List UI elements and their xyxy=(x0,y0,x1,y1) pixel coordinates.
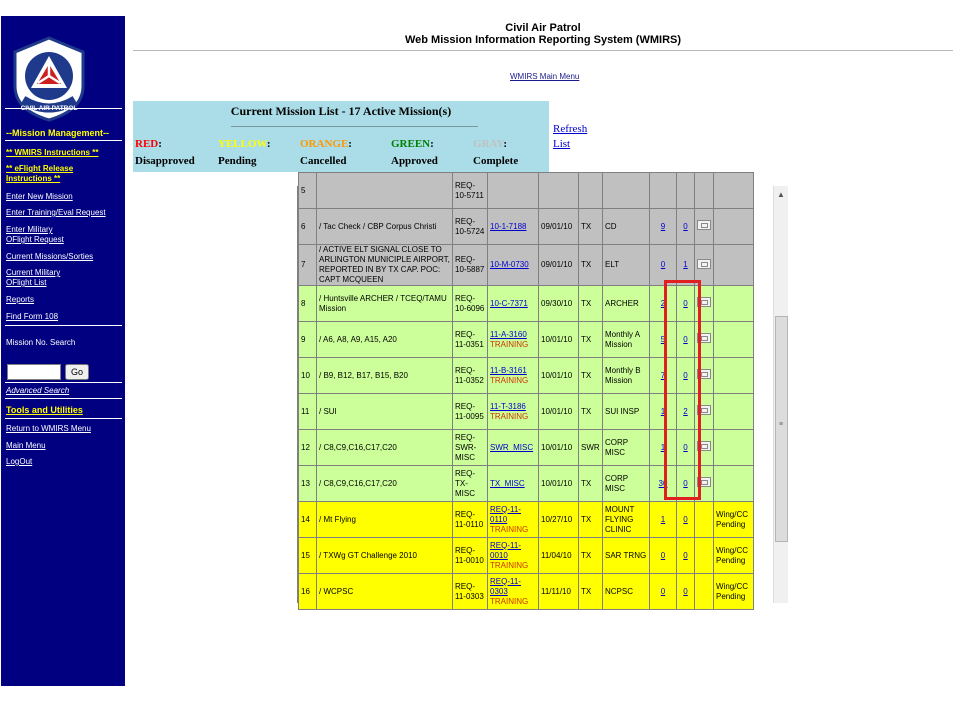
approval-status xyxy=(714,358,754,394)
mission-description-text: / TXWg GT Challenge 2010 xyxy=(319,550,417,560)
mission-type-text: CORP MISC xyxy=(605,473,628,493)
document-icon-cell xyxy=(695,173,714,209)
mission-description xyxy=(317,502,453,538)
request-number xyxy=(453,538,488,574)
request-number xyxy=(453,574,488,610)
approval-status xyxy=(714,286,754,322)
mission-date xyxy=(539,286,579,322)
approval-status xyxy=(714,430,754,466)
request-number xyxy=(453,286,488,322)
mission-description xyxy=(317,286,453,322)
row-number-text: 7 xyxy=(301,260,306,269)
mission-id-cell xyxy=(488,538,539,574)
find-form-108-link[interactable]: Find Form 108 xyxy=(6,312,59,321)
mission-description xyxy=(317,394,453,430)
mission-type-text: SAR TRNG xyxy=(605,550,647,560)
mission-description xyxy=(317,209,453,245)
mission-state xyxy=(579,502,603,538)
mission-state-text: TX xyxy=(581,298,592,308)
sidebar-divider xyxy=(5,382,122,383)
row-number xyxy=(299,502,317,538)
row-number xyxy=(299,430,317,466)
secondary-count-link[interactable]: 1 xyxy=(683,260,688,269)
mission-status-legend xyxy=(133,101,549,172)
mission-id-link[interactable]: REQ-11-0110 xyxy=(490,504,521,524)
document-icon-cell xyxy=(695,209,714,245)
row-number-text: 16 xyxy=(301,586,310,596)
advanced-search-link[interactable]: Advanced Search xyxy=(6,386,70,395)
secondary-count-link[interactable]: 0 xyxy=(683,298,688,308)
secondary-count-link[interactable]: 0 xyxy=(683,514,688,524)
secondary-count-link[interactable]: 0 xyxy=(683,370,688,380)
refresh-list-link[interactable]: Refresh List xyxy=(553,123,588,150)
secondary-count-cell xyxy=(677,502,695,538)
enter-training-eval-request-link[interactable]: Enter Training/Eval Request xyxy=(6,208,106,217)
approval-status xyxy=(714,173,754,209)
mission-date-text: 10/01/10 xyxy=(541,478,573,488)
mission-type-text: Monthly B Mission xyxy=(605,365,641,385)
mission-state xyxy=(579,209,603,245)
row-number xyxy=(299,394,317,430)
mission-id-link[interactable]: 10-C-7371 xyxy=(490,298,528,308)
current-military-oflight-list-link[interactable]: Current Military OFlight List xyxy=(6,268,61,287)
mission-description xyxy=(317,358,453,394)
mission-id-cell xyxy=(488,245,539,286)
sidebar-divider xyxy=(5,418,122,419)
row-number-text: 10 xyxy=(301,370,310,380)
mission-date xyxy=(539,322,579,358)
mission-state-text: TX xyxy=(581,586,592,596)
mission-id-cell xyxy=(488,173,539,209)
mission-state-text: TX xyxy=(581,221,592,231)
training-label: TRAINING xyxy=(490,596,529,606)
mission-type-text: Monthly A Mission xyxy=(605,329,640,349)
row-number-text: 11 xyxy=(301,406,310,416)
mission-type xyxy=(603,286,650,322)
request-number-text: REQ-11-0095 xyxy=(455,401,484,421)
request-number xyxy=(453,245,488,286)
request-number-text: REQ-TX-MISC xyxy=(455,468,475,498)
mission-id-cell xyxy=(488,574,539,610)
row-number-text: 15 xyxy=(301,550,310,560)
sortie-count-highlight xyxy=(664,280,701,500)
mission-description-text: / WCPSC xyxy=(319,586,354,596)
mission-date xyxy=(539,394,579,430)
mission-id-link[interactable]: REQ-11-0010 xyxy=(490,540,521,560)
mission-state xyxy=(579,538,603,574)
training-label: TRAINING xyxy=(490,375,529,385)
mission-type-text: CD xyxy=(605,221,617,231)
mission-id-cell xyxy=(488,430,539,466)
enter-new-mission-link[interactable]: Enter New Mission xyxy=(6,192,73,201)
document-icon-cell xyxy=(695,502,714,538)
request-number-text: REQ-SWR-MISC xyxy=(455,432,477,462)
sortie-count-cell xyxy=(650,209,677,245)
mission-type xyxy=(603,209,650,245)
mission-date-text: 10/27/10 xyxy=(541,514,573,524)
approval-status xyxy=(714,394,754,430)
document-icon-cell xyxy=(695,574,714,610)
mission-row xyxy=(299,502,754,538)
legend-gray-meaning: Complete xyxy=(473,155,519,167)
row-number-text: 13 xyxy=(301,478,310,488)
mission-description xyxy=(317,538,453,574)
mission-type xyxy=(603,358,650,394)
legend-orange-label: ORANGE xyxy=(300,138,349,150)
request-number-text: REQ-10-6096 xyxy=(455,293,485,313)
scroll-up-arrow-icon[interactable]: ▲ xyxy=(777,190,785,199)
mission-type xyxy=(603,466,650,502)
request-number-text: REQ-11-0303 xyxy=(455,581,484,601)
mission-state xyxy=(579,286,603,322)
document-icon-cell xyxy=(695,538,714,574)
request-number-text: REQ-10-5711 xyxy=(455,180,484,200)
sortie-count-link[interactable]: 30 xyxy=(658,478,668,488)
mission-date xyxy=(539,538,579,574)
mission-date xyxy=(539,466,579,502)
mission-type-text: ELT xyxy=(605,260,620,269)
table-scrollbar[interactable] xyxy=(773,186,788,603)
legend-red: RED: xyxy=(135,138,162,150)
sortie-count-link[interactable]: 1 xyxy=(660,514,666,524)
mission-id-cell xyxy=(488,358,539,394)
mission-id-link[interactable]: 10-1-7188 xyxy=(490,221,527,231)
mission-date-text: 11/04/10 xyxy=(541,550,572,560)
mission-type xyxy=(603,538,650,574)
wmirs-instructions-link[interactable]: ** WMIRS Instructions ** xyxy=(6,148,99,157)
mission-type xyxy=(603,245,650,286)
legend-orange-meaning: Cancelled xyxy=(300,155,347,167)
mission-state-text: SWR xyxy=(581,442,600,452)
sortie-count-link[interactable]: 7 xyxy=(660,370,666,380)
mission-state-text: TX xyxy=(581,514,592,524)
mission-description xyxy=(317,466,453,502)
request-number-text: REQ-11-0351 xyxy=(455,329,484,349)
legend-gray: GRAY: xyxy=(473,138,508,150)
sortie-count-link[interactable]: 1 xyxy=(660,406,666,416)
mission-type xyxy=(603,574,650,610)
mission-description-text: / C8,C9,C16,C17,C20 xyxy=(319,442,397,452)
mission-description xyxy=(317,173,453,209)
scrollbar-thumb[interactable] xyxy=(775,316,788,542)
mission-state xyxy=(579,358,603,394)
sortie-count-link[interactable]: 0 xyxy=(660,260,666,269)
legend-red-meaning: Disapproved xyxy=(135,155,195,167)
mission-row xyxy=(299,209,754,245)
secondary-count-link[interactable]: 0 xyxy=(683,221,688,231)
mission-type-text: SUI INSP xyxy=(605,406,640,416)
sortie-count-link[interactable]: 9 xyxy=(660,221,666,231)
mission-id-cell xyxy=(488,209,539,245)
row-number xyxy=(299,358,317,394)
mission-type xyxy=(603,322,650,358)
mission-type xyxy=(603,430,650,466)
sortie-count-cell xyxy=(650,173,677,209)
mission-row xyxy=(299,574,754,610)
mission-type-text: ARCHER xyxy=(605,298,639,308)
mission-id-link[interactable]: TX_MISC xyxy=(490,478,525,488)
request-number xyxy=(453,358,488,394)
row-number xyxy=(299,466,317,502)
mission-id-link[interactable]: 11-A-3160 xyxy=(490,329,527,339)
mission-date xyxy=(539,173,579,209)
legend-green-meaning: Approved xyxy=(391,155,438,167)
mission-description xyxy=(317,574,453,610)
mission-type xyxy=(603,502,650,538)
logout-link[interactable]: LogOut xyxy=(6,457,33,466)
request-number xyxy=(453,209,488,245)
sortie-count-link[interactable]: 5 xyxy=(660,334,666,344)
mission-date xyxy=(539,245,579,286)
mission-state xyxy=(579,430,603,466)
approval-status xyxy=(714,502,754,538)
mission-description xyxy=(317,245,453,286)
secondary-count-cell xyxy=(677,173,695,209)
eflight-release-instructions-link[interactable]: ** eFlight Release Instructions ** xyxy=(6,164,74,183)
mission-date xyxy=(539,502,579,538)
sortie-count-link[interactable]: 1 xyxy=(660,442,666,452)
mission-id-cell xyxy=(488,394,539,430)
scroll-grip-icon: ≡ xyxy=(779,421,784,428)
request-number-text: REQ-10-5724 xyxy=(455,216,485,236)
row-number xyxy=(299,173,317,209)
secondary-count-cell xyxy=(677,538,695,574)
training-label: TRAINING xyxy=(490,411,529,421)
request-number-text: REQ-11-0010 xyxy=(455,545,484,565)
request-number xyxy=(453,466,488,502)
header-divider xyxy=(133,50,953,51)
request-number xyxy=(453,322,488,358)
mission-id-link[interactable]: 11-B-3161 xyxy=(490,365,527,375)
secondary-count-cell xyxy=(677,574,695,610)
approval-status-text: Wing/CC Pending xyxy=(716,581,749,601)
mission-type xyxy=(603,394,650,430)
mission-date-text: 09/01/10 xyxy=(541,221,573,231)
mission-description-text: / ACTIVE ELT SIGNAL CLOSE TO ARLINGTON MUNICIPLE AIRPORT, REPORTED IN BY TX CAP. POC: CAPT MCQUEEN xyxy=(319,245,450,284)
mission-date xyxy=(539,209,579,245)
mission-row xyxy=(299,173,754,209)
mission-id-cell xyxy=(488,286,539,322)
approval-status-text: Wing/CC Pending xyxy=(716,509,749,529)
row-number xyxy=(299,209,317,245)
mission-state xyxy=(579,394,603,430)
mission-date-text: 09/01/10 xyxy=(541,260,573,269)
mission-row xyxy=(299,538,754,574)
mission-number-search-input[interactable] xyxy=(7,364,61,380)
mission-description-text: / A6, A8, A9, A15, A20 xyxy=(319,334,397,344)
mission-state xyxy=(579,574,603,610)
approval-status xyxy=(714,245,754,286)
row-number-text: 14 xyxy=(301,514,310,524)
legend-red-label: RED xyxy=(135,138,159,150)
sidebar-divider xyxy=(5,108,122,109)
row-number xyxy=(299,245,317,286)
tools-and-utilities-link[interactable]: Tools and Utilities xyxy=(6,405,83,415)
secondary-count-link[interactable]: 0 xyxy=(683,478,688,488)
mission-description-text: / SUI xyxy=(319,406,337,416)
mission-description-text: / Mt Flying xyxy=(319,514,356,524)
mission-id-link[interactable]: REQ-11-0303 xyxy=(490,576,521,596)
legend-yellow-meaning: Pending xyxy=(218,155,257,167)
page-header xyxy=(400,22,686,46)
sortie-count-link[interactable]: 2 xyxy=(660,298,666,308)
enter-military-oflight-request-link[interactable]: Enter Military OFlight Request xyxy=(6,225,64,244)
training-label: TRAINING xyxy=(490,524,529,534)
legend-orange: ORANGE: xyxy=(300,138,352,150)
sidebar-divider xyxy=(5,398,122,399)
wmirs-main-menu-link[interactable]: WMIRS Main Menu xyxy=(510,72,580,81)
row-number-text: 8 xyxy=(301,298,306,308)
sortie-count-cell xyxy=(650,574,677,610)
mission-description-text: / Huntsville ARCHER / TCEQ/TAMU Mission xyxy=(319,293,447,313)
civil-air-patrol-logo[interactable] xyxy=(11,36,87,122)
mission-date-text: 09/30/10 xyxy=(541,298,573,308)
mission-date xyxy=(539,574,579,610)
training-label: TRAINING xyxy=(490,560,529,570)
secondary-count-cell xyxy=(677,209,695,245)
mission-type-text: CORP MISC xyxy=(605,437,628,457)
row-number-text: 5 xyxy=(301,185,306,195)
mission-type-text: NCPSC xyxy=(605,586,634,596)
mission-id-link[interactable]: SWR_MISC xyxy=(490,442,534,452)
row-number xyxy=(299,322,317,358)
approval-status xyxy=(714,466,754,502)
mission-state-text: TX xyxy=(581,334,592,344)
sortie-count-link[interactable]: 0 xyxy=(660,550,666,560)
mission-state-text: TX xyxy=(581,550,592,560)
request-number-text: REQ-11-0352 xyxy=(455,365,484,385)
sortie-count-link[interactable]: 0 xyxy=(660,586,666,596)
mission-state xyxy=(579,245,603,286)
row-number-text: 12 xyxy=(301,442,310,452)
request-number-text: REQ-10-5887 xyxy=(455,255,485,274)
sidebar-divider xyxy=(5,140,122,141)
sortie-count-cell xyxy=(650,502,677,538)
sidebar-divider xyxy=(5,325,122,326)
legend-divider xyxy=(231,126,478,127)
row-number-text: 6 xyxy=(301,221,306,231)
legend-yellow-label: YELLOW xyxy=(218,138,267,150)
sortie-count-cell xyxy=(650,538,677,574)
secondary-count-link[interactable]: 0 xyxy=(683,586,688,596)
mission-description-text: / C8,C9,C16,C17,C20 xyxy=(319,478,397,488)
mission-type xyxy=(603,173,650,209)
training-label: TRAINING xyxy=(490,339,529,349)
request-number xyxy=(453,394,488,430)
mission-description xyxy=(317,322,453,358)
mission-description-text: / B9, B12, B17, B15, B20 xyxy=(319,370,408,380)
mission-type-text: MOUNT FLYING CLINIC xyxy=(605,504,635,534)
secondary-count-link[interactable]: 2 xyxy=(683,406,688,416)
mission-date-text: 10/01/10 xyxy=(541,334,573,344)
legend-green-label: GREEN xyxy=(391,138,431,150)
request-number xyxy=(453,173,488,209)
document-icon[interactable] xyxy=(697,259,711,269)
request-number xyxy=(453,502,488,538)
mission-id-link[interactable]: 10-M-0730 xyxy=(490,260,529,269)
mission-date xyxy=(539,430,579,466)
secondary-count-link[interactable]: 0 xyxy=(683,550,688,560)
request-number-text: REQ-11-0110 xyxy=(455,509,484,529)
sidebar xyxy=(1,16,125,686)
secondary-count-link[interactable]: 0 xyxy=(683,334,688,344)
approval-status xyxy=(714,538,754,574)
request-number xyxy=(453,430,488,466)
row-number xyxy=(299,574,317,610)
document-icon[interactable] xyxy=(697,220,711,230)
mission-description xyxy=(317,430,453,466)
mission-state-text: TX xyxy=(581,478,592,488)
go-button[interactable]: Go xyxy=(65,364,89,380)
row-number xyxy=(299,286,317,322)
mission-id-link[interactable]: 11-T-3186 xyxy=(490,401,526,411)
mission-search-label: Mission No. Search xyxy=(6,338,76,347)
mission-id-cell xyxy=(488,466,539,502)
secondary-count-link[interactable]: 0 xyxy=(683,442,688,452)
legend-gray-label: GRAY xyxy=(473,138,504,150)
mission-date xyxy=(539,358,579,394)
mission-state xyxy=(579,466,603,502)
mission-state-text: TX xyxy=(581,406,592,416)
header-title-line2: Web Mission Information Reporting System (WMIRS) xyxy=(404,34,682,46)
approval-status xyxy=(714,574,754,610)
row-number xyxy=(299,538,317,574)
approval-status xyxy=(714,209,754,245)
mission-state-text: TX xyxy=(581,370,592,380)
mission-management-heading: --Mission Management-- xyxy=(6,128,110,138)
mission-state xyxy=(579,322,603,358)
reports-link[interactable]: Reports xyxy=(6,295,35,304)
mission-id-cell xyxy=(488,502,539,538)
approval-status xyxy=(714,322,754,358)
row-number-text: 9 xyxy=(301,334,306,344)
main-menu-link[interactable]: Main Menu xyxy=(6,441,46,450)
current-missions-sorties-link[interactable]: Current Missions/Sorties xyxy=(6,252,94,261)
mission-id-cell xyxy=(488,322,539,358)
mission-date-text: 11/11/10 xyxy=(541,586,571,596)
return-to-wmirs-menu-link[interactable]: Return to WMIRS Menu xyxy=(6,424,91,433)
approval-status-text: Wing/CC Pending xyxy=(716,545,749,565)
mission-date-text: 10/01/10 xyxy=(541,370,573,380)
mission-state-text: TX xyxy=(581,260,592,269)
header-title-line1: Civil Air Patrol xyxy=(505,22,581,34)
mission-date-text: 10/01/10 xyxy=(541,406,573,416)
legend-green: GREEN: xyxy=(391,138,434,150)
mission-date-text: 10/01/10 xyxy=(541,442,573,452)
mission-state xyxy=(579,173,603,209)
mission-description-text: / Tac Check / CBP Corpus Christi xyxy=(319,221,437,231)
legend-yellow: YELLOW: xyxy=(218,138,271,150)
mission-list-title: Current Mission List - 17 Active Mission(s) xyxy=(230,104,452,118)
